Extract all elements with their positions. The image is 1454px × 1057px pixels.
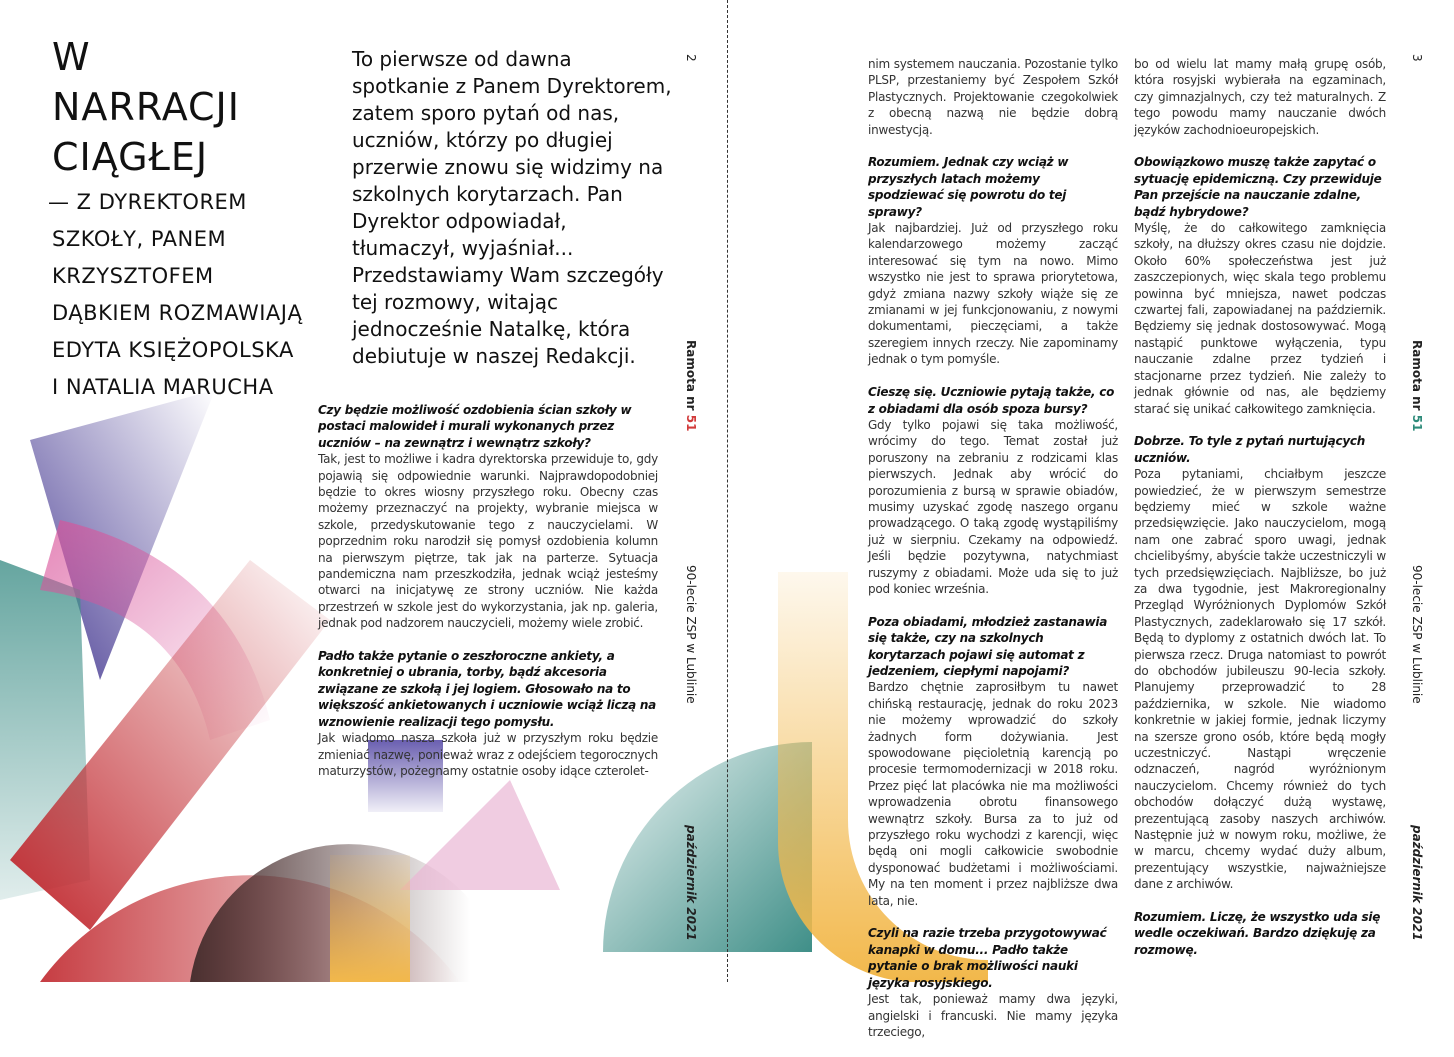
subtitle-line: KRZYSZTOFEM [52,264,214,288]
qa-block [1134,154,1386,417]
left-page-running-footer [678,40,698,940]
qa-block [868,384,1118,597]
anniversary-label: 90-lecie ZSP w Lublinie [1410,565,1424,704]
issue-number: 51 [684,414,698,432]
issue-date: październik 2021 [1410,825,1424,941]
answer: bo od wielu lat mamy małą grupę osób, która rosyjski wybierała na egzaminach, czy gimnazjalnych, czy też maturalnych. Z tego powodu mamy nauczanie dwóch języków zachodnioeuropejskich. [1134,57,1386,137]
magazine-name: Ramota nr [684,340,698,415]
question: Rozumiem. Liczę, że wszystko uda się wedle oczekiwań. Bardzo dziękuję za rozmowę. [1134,910,1381,957]
issue-date: październik 2021 [684,825,698,941]
magazine-issue [684,340,698,431]
right-page-running-footer [1404,40,1424,940]
qa-block [868,614,1118,909]
title-line: CIĄGŁEJ [52,135,209,179]
question: Cieszę się. Uczniowie pytają także, co z obiadami dla osób spoza bursy? [868,385,1115,416]
issue-number: 51 [1410,414,1424,432]
question: Rozumiem. Jednak czy wciąż w przyszłych latach możemy spodziewać się powrotu do tej sprawy? [868,155,1069,219]
answer: Jest tak, ponieważ mamy dwa języki, angielski i francuski. Nie mamy języka trzeciego, [868,992,1118,1039]
title-line: NARRACJI [52,85,240,129]
qa-block [868,154,1118,367]
qa-block [1134,56,1386,138]
qa-block [1134,909,1386,958]
answer: nim systemem nauczania. Pozostanie tylko PLSP, przestaniemy być Zespołem Szkół Plastycznych. Projektowanie czegokolwiek z obecną nazwą nie będzie dobrą inwestycją. [868,57,1118,137]
subtitle-line: I NATALIA MARUCHA [52,375,274,399]
anniversary-label: 90-lecie ZSP w Lublinie [684,565,698,704]
qa-block [868,56,1118,138]
qa-block [318,402,658,632]
subtitle-line: EDYTA KSIĘŻOPOLSKA [52,338,294,362]
magazine-name: Ramota nr [1410,340,1424,415]
subtitle-line: SZKOŁY, PANEM [52,227,227,251]
question: Czyli na razie trzeba przygotowywać kanapki w domu... Padło także pytanie o brak możliwości nauki języka rosyjskiego. [868,926,1107,990]
article-title [48,32,303,404]
qa-block [868,925,1118,1040]
qa-block [1134,433,1386,892]
article-lead: To pierwsze od dawna spotkanie z Panem Dyrektorem, zatem sporo pytań od nas, uczniów, którzy po długiej przerwie znowu się widzimy na szkolnych korytarzach. Pan Dyrektor odpowiadał, tłumaczył, wyjaśniał... Przedstawiamy Wam szczegóły tej rozmowy, witając jednocześnie Natalkę, która debiutuje w naszej Redakcji. [352,47,672,368]
answer: Jak wiadomo nasza szkoła już w przyszłym roku będzie zmieniać nazwę, ponieważ wraz z odejściem tegorocznych maturzystów, pożegnamy ostatnie osoby idące czterolet- [318,731,658,778]
question: Obowiązkowo muszę także zapytać o sytuację epidemiczną. Czy przewiduje Pan przejście na nauczanie zdalne, bądź hybrydowe? [1134,155,1382,219]
right-text-column-2 [1134,56,1386,975]
subtitle-line: DĄBKIEM ROZMAWIAJĄ [52,301,303,325]
question: Poza obiadami, młodzież zastanawia się także, czy na szkolnych korytarzach pojawi się automat z jedzeniem, ciepłymi napojami? [868,614,1108,678]
right-text-column-1 [868,56,1118,1057]
answer: Myślę, że do całkowitego zamknięcia szkoły, na dłuższy okres czasu nie dojdzie. Około 60% społeczeństwa jest już zaszczepionych, więc skala tego problemu powinna być mniejsza, nawet podczas czwartej fali, zapowiadanej na październik. Będziemy się jednak dostosowywać. Mogą nastąpić punktowe wyłączenia, typu nauczanie zdalne przez tydzień i stacjonarne przez tydzień. Nie zależy to jednak głównie od nas, ale będziemy starać się unikać całkowitego zamknięcia. [1134,221,1386,416]
question: Dobrze. To tyle z pytań nurtujących uczniów. [1134,434,1366,465]
qa-block [318,648,658,779]
page-spine-dashed-line [727,0,728,982]
page-number: 3 [1410,54,1424,62]
left-text-column [318,402,658,796]
answer: Gdy tylko pojawi się taka możliwość, wrócimy do tego. Temat został już poruszony na zebraniu z rodzicami klas pierwszych. Jednak aby wrócić do porozumienia z bursą w sprawie obiadów, musimy uzyskać zgodę naszego organu prowadzącego. O taką zgodę wystąpiliśmy już w sierpniu. Czekamy na odpowiedź. Jeśli będzie pozytywna, natychmiast ruszymy z obiadami. Może uda się to już pod koniec września. [868,417,1118,596]
magazine-issue [1410,340,1424,431]
answer: Bardzo chętnie zaprosiłbym tu nawet chińską restaurację, jednak do roku 2023 nie możemy wprowadzić do szkoły żadnych form dożywiania. Jest spowodowane pięcioletnią karencją po procesie termomodernizacji w 2018 roku. Przez pięć lat placówka nie ma możliwości wprowadzenia obrotu finansowego wewnątrz szkoły. Bursa za to już od przyszłego roku wychodzi z karencji, więc będą oni mogli całkowicie swobodnie dysponować budżetami i możliwościami. My na ten moment i przez najbliższe dwa lata, nie. [868,680,1118,908]
answer: Tak, jest to możliwe i kadra dyrektorska przewiduje to, gdy pojawią się odpowiednie warunki. Najprawdopodobniej będzie to okres wiosny przyszłego roku. Obecny czas możemy przeznaczyć na projekty, wybranie miejsca w szkole, przedyskutowanie tego z nauczycielami. W poprzednim roku narodził się pomysł ozdobienia kolumn na pierwszym piętrze, tak jak na parterze. Sytuacja pandemiczna nam przeszkodziła, jednak wciąż jesteśmy otwarci na inicjatywę ze strony uczniów. Nie każda przestrzeń w szkole jest do wykorzystania, jak np. galeria, jednak pod nadzorem nauczycieli, możemy wiele zrobić. [318,452,658,631]
answer: Jak najbardziej. Już od przyszłego roku kalendarzowego możemy zacząć interesować się tym na nowo. Mimo wszystko nie jest to sprawa priorytetowa, gdyż zmiana nazwy szkoły wiąże się ze zmianami w jej funkcjonowaniu, z nowymi dokumentami, pieczęciami, a także szeregiem innych rzeczy. Nie zapominamy jednak o tym pomyśle. [868,221,1118,367]
subtitle-line: — Z DYREKTOREM [48,190,247,214]
question: Czy będzie możliwość ozdobienia ścian szkoły w postaci malowideł i murali wykonanych przez uczniów – na zewnątrz i wewnątrz szkoły? [318,403,632,450]
page-number: 2 [684,54,698,62]
question: Padło także pytanie o zeszłoroczne ankiety, a konkretniej o ubrania, torby, bądź akcesoria związane ze szkołą i jej logiem. Głosowało na to większość ankietowanych i uczniowie wciąż liczą na wznowienie realizacji tego pomysłu. [318,649,657,729]
title-line: W [52,35,91,79]
answer: Poza pytaniami, chciałbym jeszcze powiedzieć, że w pierwszym semestrze będziemy mieć w szkole ważne przedsięwzięcie. Jako nauczycielom, mogą nam one zabrać sporo uwagi, jednak chcielibyśmy, abyście także uczestniczyli w tych przedsięwzięciach. Najbliższe, bo już za dwa tygodnie, jest Makroregionalny Przegląd Wyróżnionych Dyplomów Szkół Plastycznych, zadeklarowało się 17 szkół. Będą to dyplomy z ostatnich dwóch lat. To pierwsza rzecz. Druga natomiast to powrót do obchodów jubileuszu 90-lecia szkoły. Planujemy przeprowadzić to 28 października, w szkole. Nie wiadomo konkretnie w jakiej formie, jednak liczymy na szersze grono osób, które będą mogły uczestniczyć. Nastąpi wręczenie odznaczeń, nagród wyróżnionym nauczycielom. Chcemy również do tych obchodów dołączyć dużą wystawę, prezentującą zasoby naszych archiwów. Następnie już w nowym roku, możliwe, że w marcu, chcemy wydać duży album, prezentujący wszystkie, najważniejsze dane z archiwów. [1134,467,1386,892]
